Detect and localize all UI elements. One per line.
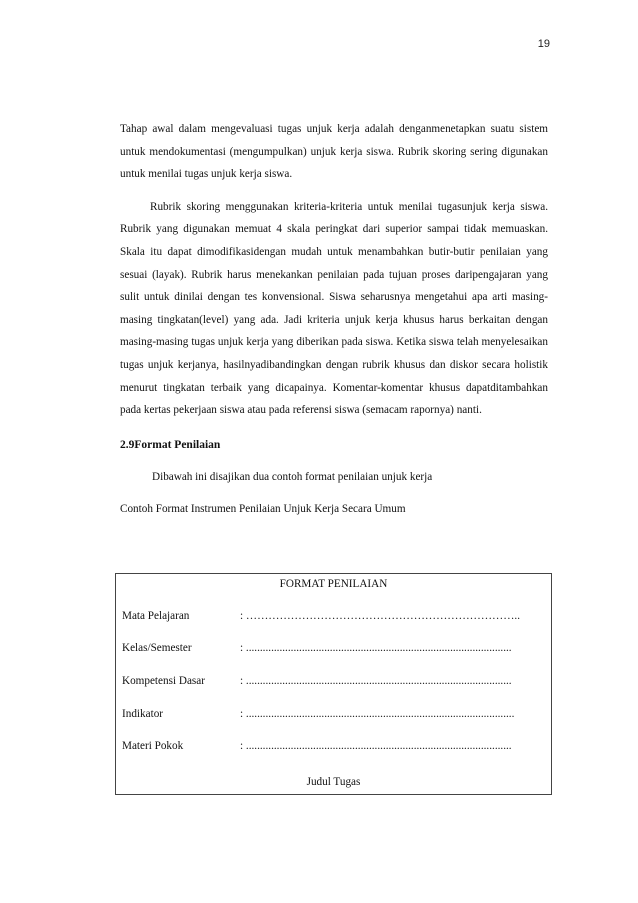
form-row-mata-pelajaran [122, 610, 550, 626]
form-row-label: Materi Pokok [122, 740, 184, 752]
form-row-kelas-semester [122, 642, 550, 658]
body-text [120, 118, 548, 520]
section-heading: 2.9Format Penilaian [120, 438, 221, 451]
page-number: 19 [537, 38, 550, 50]
intro-line: Dibawah ini disajikan dua contoh format penilaian unjuk kerja [152, 470, 433, 483]
form-caption: Contoh Format Instrumen Penilaian Unjuk Kerja Secara Umum [120, 502, 406, 515]
paragraph-1: Tahap awal dalam mengevaluasi tugas unjuk kerja adalah denganmenetapkan suatu sistem untuk mendokumentasi (mengumpulkan) unjuk kerja siswa. Rubrik skoring sering digunakan untuk menilai tugas unjuk kerja siswa. [120, 123, 548, 181]
paragraph-2: Rubrik skoring menggunakan kriteria-kriteria untuk menilai tugasunjuk kerja siswa. Rubrik yang digunakan memuat 4 skala peringkat dari superior sampai tidak memuaskan. Skala itu dapat dimodifikasidengan mudah untuk menambahkan butir-butir penilaian yang sesuai (layak). Rubrik harus menekankan penilaian pada tujuan proses daripengajaran yang sulit untuk dinilai dengan tes konvensional. Siswa seharusnya mengetahui apa arti masing-masing tingkatan(level) yang ada. Jadi kriteria unjuk kerja khusus harus berkaitan dengan masing-masing tugas unjuk kerja yang diberikan pada siswa. Ketika siswa telah menyelesaikan tugas unjuk kerjanya, hasilnyadibandingkan dengan rubrik khusus dan diskor secara holistik menurut tingkatan terbaik yang dicapainya. Komentar-komentar khusus dapatditambahkan pada kertas pekerjaan siswa atau pada referensi siswa (semacam rapornya) nanti. [120, 200, 548, 417]
form-row-value: : ............................................................................................... [240, 642, 512, 654]
form-row-value: : ……………………………………………………………….. [240, 610, 520, 622]
assessment-form-box [115, 573, 552, 795]
form-row-label: Kompetensi Dasar [122, 675, 205, 687]
form-row-kompetensi-dasar [122, 675, 550, 691]
form-row-indikator [122, 708, 550, 724]
form-title: FORMAT PENILAIAN [279, 578, 388, 590]
form-footer-judul-tugas: Judul Tugas [306, 776, 361, 788]
form-row-label: Mata Pelajaran [122, 610, 190, 622]
form-row-label: Kelas/Semester [122, 642, 192, 654]
form-row-label: Indikator [122, 708, 164, 720]
form-row-value: : ................................................................................................ [240, 708, 515, 720]
form-row-materi-pokok [122, 740, 550, 756]
form-row-value: : ............................................................................................... [240, 740, 512, 752]
form-row-value: : ............................................................................................... [240, 675, 512, 687]
